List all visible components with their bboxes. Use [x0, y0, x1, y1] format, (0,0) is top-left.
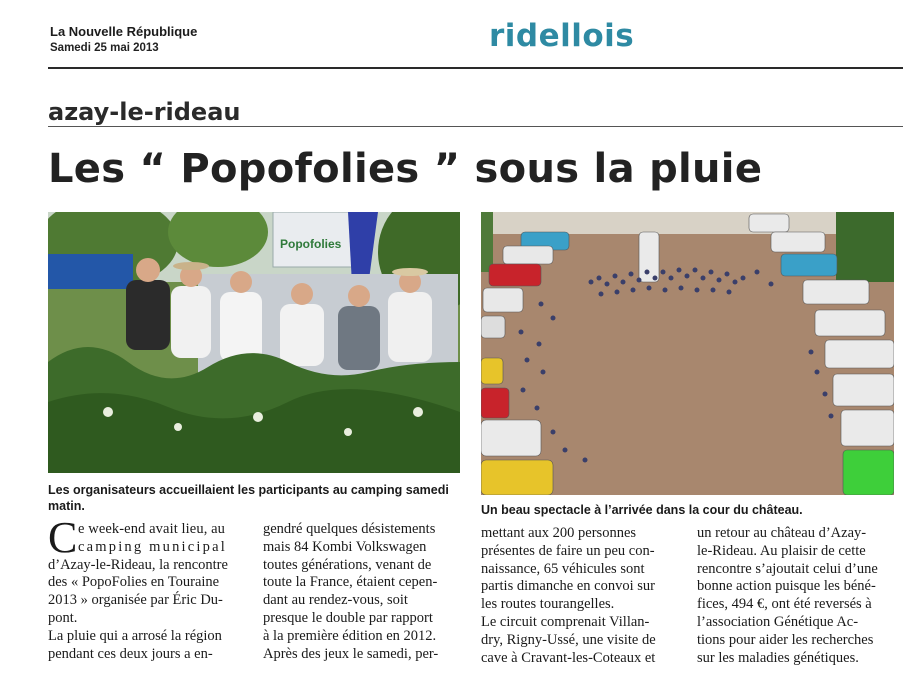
- text-column-3: [481, 525, 677, 667]
- column-line: l’association Génétique Ac-: [697, 613, 859, 630]
- text-column-1: [48, 521, 244, 663]
- column-line: Le circuit comprenait Villan-: [481, 613, 650, 630]
- column-line: Après des jeux le samedi, per-: [263, 645, 439, 662]
- column-line: présentes de faire un peu con-: [481, 542, 655, 559]
- column-line: toutes générations, venant de: [263, 556, 432, 573]
- column-line: mais 84 Kombi Volkswagen: [263, 538, 427, 555]
- column-line: naissance, 65 véhicules sont: [481, 560, 645, 577]
- column-line: à la première édition en 2012.: [263, 627, 437, 644]
- text-column-2: [263, 521, 459, 663]
- column-line: partis dimanche en convoi sur: [481, 578, 655, 595]
- publication-date: Samedi 25 mai 2013: [50, 42, 159, 54]
- photo-left-caption: Les organisateurs accueillaient les participants au camping samedi matin.: [48, 483, 449, 513]
- column-line: toute la France, étaient cepen-: [263, 574, 438, 591]
- column-line: rencontre s’ajoutait celui d’une: [697, 560, 878, 577]
- column-line: sur les maladies génétiques.: [697, 649, 859, 666]
- column-line: tions pour aider les recherches: [697, 631, 874, 648]
- column-line: dant au rendez-vous, soit: [263, 592, 408, 609]
- article-kicker: azay-le-rideau: [48, 98, 241, 126]
- column-line: un retour au château d’Azay-: [697, 525, 867, 541]
- column-line: les routes tourangelles.: [481, 596, 615, 613]
- column-line: cave à Cravant-les-Coteaux et: [481, 649, 656, 666]
- column-line: pont.: [48, 609, 78, 626]
- section-title: ridellois: [489, 18, 635, 54]
- photo-organisers: [48, 212, 460, 473]
- column-line: gendré quelques désistements: [263, 521, 436, 537]
- column-line: pendant ces deux jours a en-: [48, 645, 213, 662]
- column-line: La pluie qui a arrosé la région: [48, 627, 222, 644]
- column-line: e week-end avait lieu, au: [78, 521, 226, 537]
- article-headline: Les “ Popofolies ” sous la pluie: [48, 146, 763, 192]
- kicker-rule: [48, 126, 903, 127]
- masthead-rule: [48, 67, 903, 69]
- column-line: le-Rideau. Au plaisir de cette: [697, 542, 866, 559]
- column-line: dry, Rigny-Ussé, une visite de: [481, 631, 656, 648]
- photo-courtyard: [481, 212, 894, 495]
- column-line: bonne action puisque les béné-: [697, 578, 876, 595]
- text-column-4: [697, 525, 893, 667]
- column-line: des « PopoFolies en Touraine: [48, 574, 220, 591]
- newspaper-name: La Nouvelle République: [50, 24, 198, 39]
- column-line: presque le double par rapport: [263, 609, 433, 626]
- column-line: 2013 » organisée par Éric Du-: [48, 592, 223, 609]
- photo-right-caption: Un beau spectacle à l’arrivée dans la cour du château.: [481, 503, 803, 517]
- banner-text: Popofolies: [280, 237, 342, 251]
- column-line: camping municipal: [78, 538, 227, 555]
- drop-cap: C: [48, 513, 78, 562]
- column-line: d’Azay-le-Rideau, la rencontre: [48, 556, 228, 573]
- column-line: mettant aux 200 personnes: [481, 525, 637, 541]
- column-line: fices, 494 €, ont été reversés à: [697, 596, 872, 613]
